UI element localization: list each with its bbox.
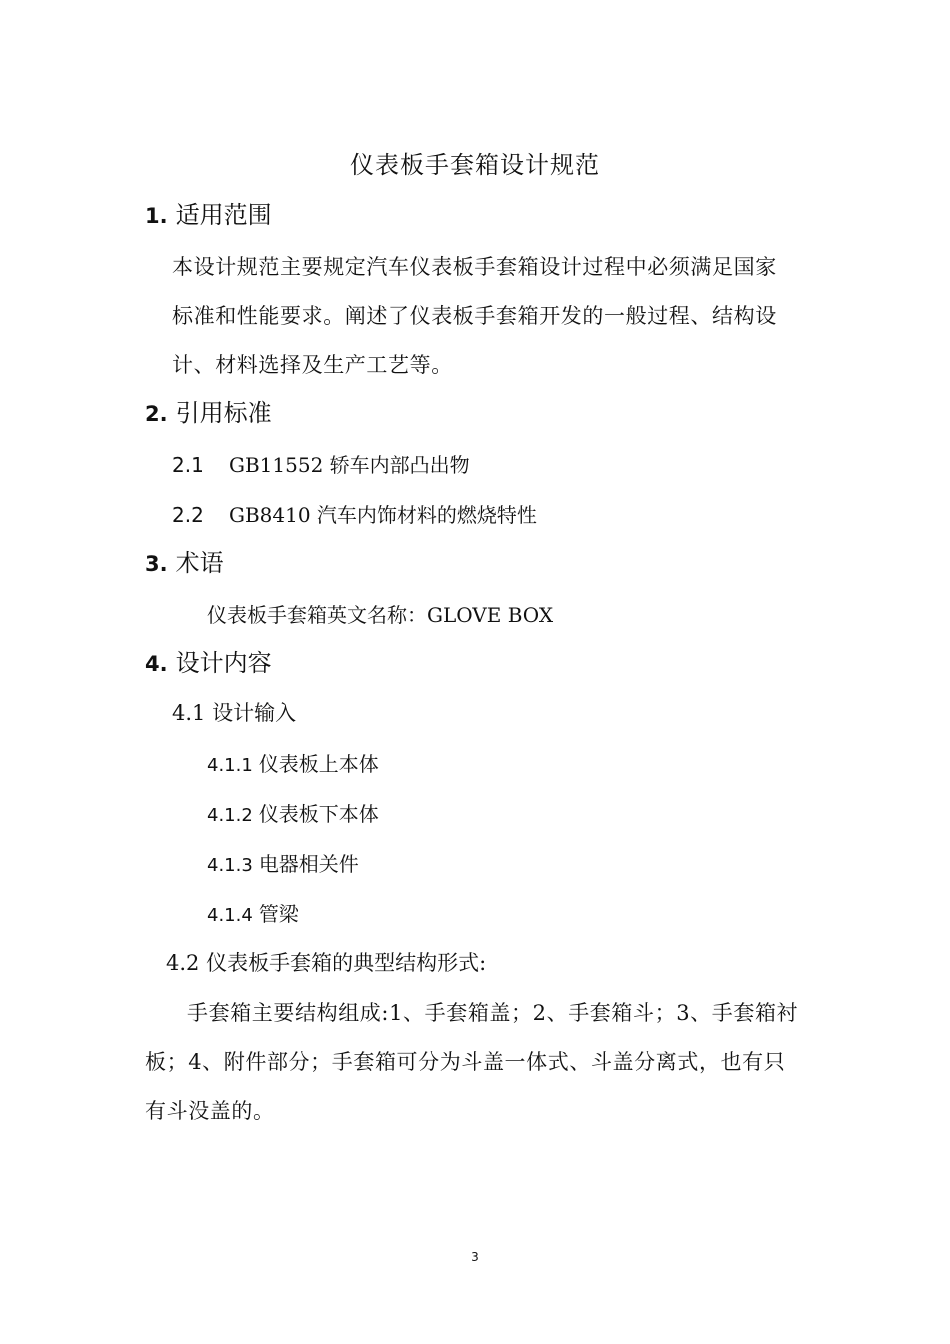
subsection-item (207, 800, 379, 830)
paragraph-line: 手套箱主要结构组成:1、手套箱盖；2、手套箱斗；3、手套箱衬 (187, 1001, 799, 1025)
item-number: 4.1.3 (207, 855, 253, 876)
item-text: 电器相关件 (258, 852, 359, 876)
reference-item (172, 501, 537, 529)
section-number: 2. (145, 402, 168, 426)
section-number: 3. (145, 552, 168, 576)
subsection-4-2: 4.2 仪表板手套箱的典型结构形式: (166, 951, 487, 975)
item-number: 4.1.1 (207, 755, 253, 776)
paragraph-line: 标准和性能要求。阐述了仪表板手套箱开发的一般过程、结构设 (172, 304, 777, 328)
section-title: 术语 (175, 549, 224, 577)
section-1-paragraph (172, 243, 777, 390)
paragraph-line: 板；4、附件部分；手套箱可分为斗盖一体式、斗盖分离式，也有只 (145, 1050, 786, 1074)
page-number: 3 (471, 1250, 479, 1264)
document-title: 仪表板手套箱设计规范 (350, 151, 600, 179)
paragraph-line: 本设计规范主要规定汽车仪表板手套箱设计过程中必须满足国家 (172, 255, 777, 279)
item-text: 仪表板下本体 (258, 802, 379, 826)
section-number: 4. (145, 652, 168, 676)
item-text: 仪表板上本体 (258, 752, 379, 776)
subsection-item (207, 900, 299, 930)
item-number: 4.1.4 (207, 905, 253, 926)
section-title: 引用标准 (175, 399, 272, 427)
section-3-heading (145, 547, 224, 580)
section-1-heading (145, 199, 272, 232)
paragraph-line: 计、材料选择及生产工艺等。 (172, 353, 453, 377)
section-4-2-paragraph (145, 989, 798, 1136)
item-text: 管梁 (258, 902, 299, 926)
reference-text: GB8410 汽车内饰材料的燃烧特性 (229, 503, 537, 527)
section-4-heading (145, 647, 272, 680)
paragraph-line: 有斗没盖的。 (145, 1099, 275, 1123)
subsection-4-1: 4.1 设计输入 (172, 701, 297, 725)
subsection-item (207, 750, 379, 780)
reference-number: 2.2 (172, 503, 204, 527)
term-definition: 仪表板手套箱英文名称：GLOVE BOX (207, 603, 554, 627)
reference-text: GB11552 轿车内部凸出物 (229, 453, 470, 477)
item-number: 4.1.2 (207, 805, 253, 826)
section-2-heading (145, 397, 272, 430)
subsection-item (207, 850, 359, 880)
section-title: 设计内容 (175, 649, 272, 677)
section-title: 适用范围 (175, 201, 272, 229)
reference-number: 2.1 (172, 453, 204, 477)
section-number: 1. (145, 204, 168, 228)
reference-item (172, 451, 470, 479)
